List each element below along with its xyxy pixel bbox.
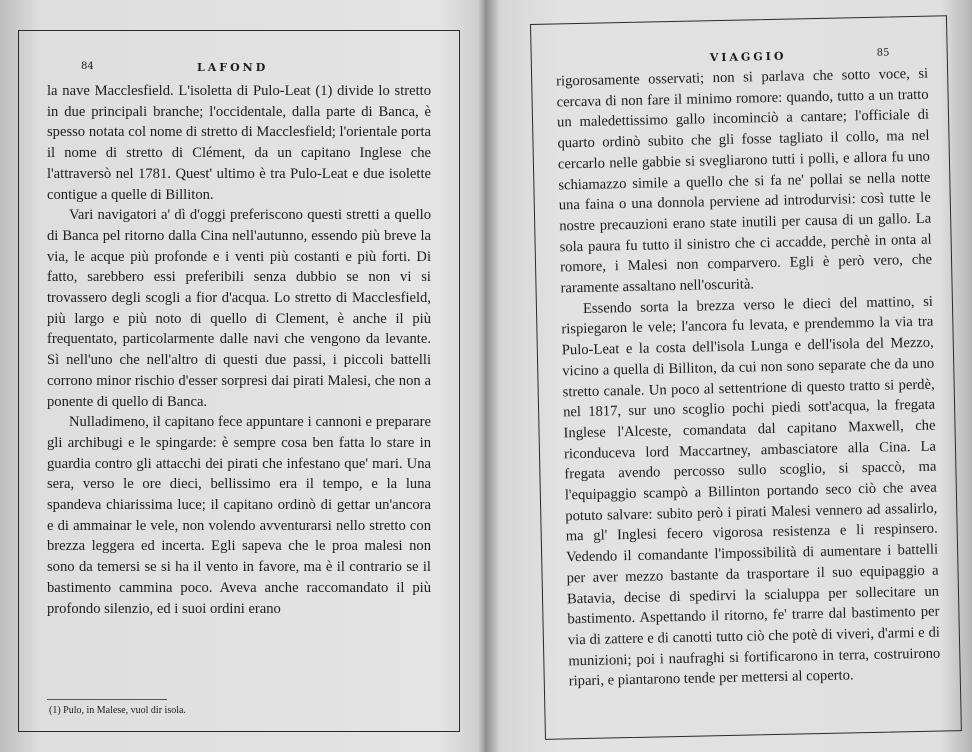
running-head: LAFOND [197, 61, 269, 74]
paragraph: rigorosamente osservati; non si parlava che sotto voce, si cercava di non fare il minimo romore: quando, tutto a un tratto un maledettissimo gallo incominciò a cantare; l'officiale di quarto ordinò subito che gli fosse tagliato il collo, ma nel cercarlo nelle gabbie si svegliarono tutti i polli, e allora fu uno schiamazzo simile a quello che si fa ne' pollai se nella notte una faina o una donnola perviene ad introdurvisi: così tutte le nostre precauzioni erano state inutili per causa di un gallo. La sola paura fu tutto il sinistro che ci accadde, perchè in onta al romore, i Malesi non comparvero. Egli è però vero, che raramente assaltano nell'oscurità. [556, 65, 933, 297]
running-head: VIAGGIO [709, 49, 787, 65]
paragraph: Vari navigatori a' dì d'oggi preferiscono questi stretti a quello di Banca pel ritorno dalla Cina nell'autunno, essendo più breve la via, le acque più profonde e i venti più costanti e più forti. Di fatto, sarebbero essi preferibili senza dubbio se non vi si trovassero degli scogli a fior d'acqua. Lo stretto di Macclesfield, più largo e più noto di quello di Clement, è anche il più frequentato, particolarmente dalle navi che vengono da levante. Sì nell'uno che nell'altro di questi due passi, i piccoli battelli corrono minor rischio d'esser sorpresi dai pirati Malesi, che non a ponente di quello di Banca. [47, 207, 431, 410]
page-number: 85 [876, 47, 890, 59]
left-page [18, 30, 460, 732]
body-text [556, 64, 941, 693]
footnote: (1) Pulo, in Malese, vuol dir isola. [49, 705, 186, 716]
body-text [47, 81, 431, 619]
paragraph: la nave Macclesfield. L'isoletta di Pulo-Leat (1) divide lo stretto in due principali branche; l'occidentale, dalla parte di Banca, è spesso notata col nome di stretto di Macclesfield; l'orientale porta il nome di stretto di Clément, da un capitano Inglese che l'attraversò nel 1781. Quest' ultimo è tra Pulo-Leat e due isolette contigue a quelle di Billiton. [47, 83, 431, 203]
page-number: 84 [81, 61, 94, 72]
paragraph: Nulladimeno, il capitano fece appuntare i cannoni e preparare gli archibugi e le spingarde: è sempre cosa ben fatta lo stare in guardia contro gli attacchi dei pirati che infestano que' mari. Una sera, verso le ore dieci, bellissimo era il tempo, e la luna spandeva chiarissima luce; il capitano ordinò di gettar un'ancora e di ammainar le vele, non volendo avventurarsi nello stretto con brezza leggera ed incerta. Egli sapeva che le proa malesi non sono da temersi se si ha il vento in favore, ma è il contrario se il bastimento cammina poco. Aveva anche raccomandato il più profondo silenzio, ed i suoi ordini erano [47, 414, 431, 617]
right-page [530, 15, 962, 740]
paragraph: Essendo sorta la brezza verso le dieci del mattino, si rispiegaron le vele; l'ancora fu levata, e prendemmo la via tra Pulo-Leat e la costa dell'isola Lunga e dell'isola del Mezzo, vicino a quella di Billiton, da cui non sono separate che da uno stretto canale. Un poco al settentrione di questo tratto si perdè, nel 1817, sur uno scoglio pochi piedi sott'acqua, la fregata Inglese l'Alceste, comandata dal capitano Maxwell, che riconduceva lord Maccartney, ambasciatore alla Cina. La fregata avendo percosso sullo scoglio, si spaccò, ma l'equipaggio scampò a Billinton portando seco ciò che avea potuto salvare: subito però i pirati Malesi vennero ad assalirlo, ma gl' Inglesi fecero vigorosa resistenza e li respinsero. Vedendo il comandante l'impossibilità di aumentare i battelli per aver mezzo bastante da trasportare il suo equipaggio a Batavia, decise di spedirvi la scialuppa per sollecitare un bastimento. Aspettando il ritorno, fe' trarre dal bastimento per via di zattere e di canotti tutto ciò che potè di viveri, d'armi e di munizioni; poi i naufraghi si fortificarono in terra, costruirono ripari, e piantarono tende per mettersi al coperto. [561, 293, 941, 690]
footnote-rule [47, 699, 167, 700]
